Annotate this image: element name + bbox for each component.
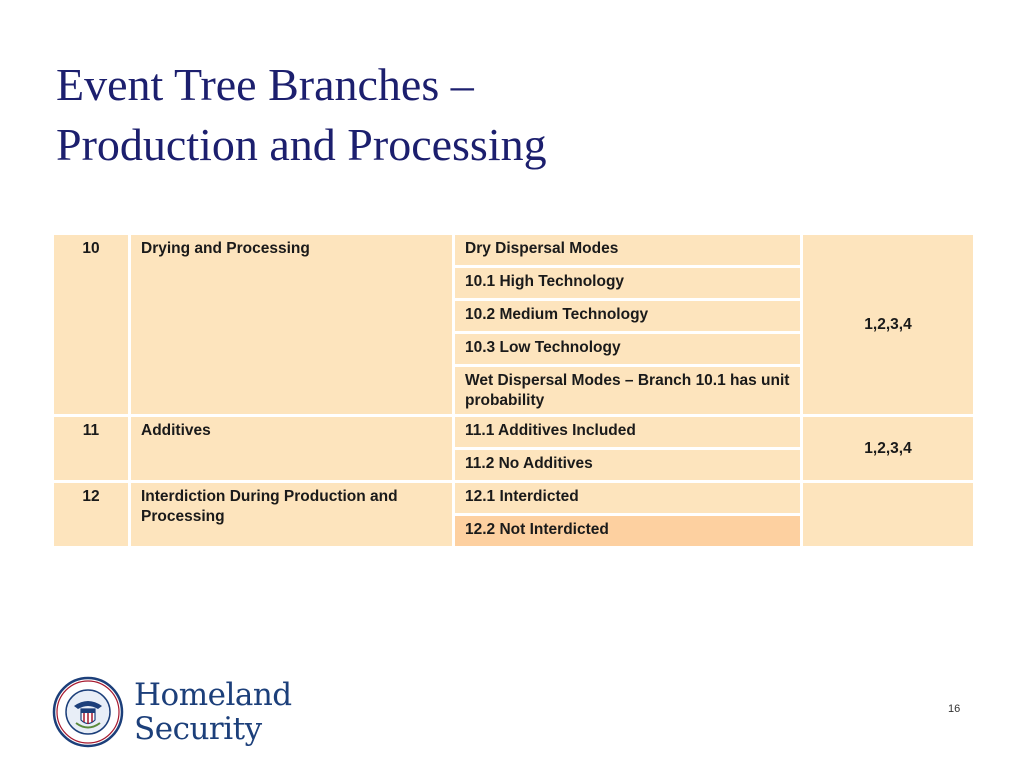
brand-line-2: Security <box>134 711 262 747</box>
event-tree-table <box>51 232 976 549</box>
branch-cell: 11.1 Additives Included <box>454 416 802 449</box>
group-name: Drying and Processing <box>130 234 454 416</box>
scenario-refs: 1,2,3,4 <box>802 234 975 416</box>
table-row <box>53 416 975 449</box>
scenario-refs: 1,2,3,4 <box>802 416 975 482</box>
branch-cell: 10.1 High Technology <box>454 267 802 300</box>
slide-title-line-2: Production and Processing <box>56 119 547 170</box>
group-number: 11 <box>53 416 130 482</box>
branch-cell: Dry Dispersal Modes <box>454 234 802 267</box>
branch-cell: 11.2 No Additives <box>454 449 802 482</box>
dhs-seal-icon <box>52 676 124 748</box>
table-row <box>53 234 975 267</box>
branch-cell: 12.1 Interdicted <box>454 482 802 515</box>
slide-title <box>56 55 547 175</box>
branch-cell: Wet Dispersal Modes – Branch 10.1 has unit probability <box>454 366 802 416</box>
group-number: 12 <box>53 482 130 548</box>
branch-cell-highlighted: 12.2 Not Interdicted <box>454 515 802 548</box>
group-name: Interdiction During Production and Processing <box>130 482 454 548</box>
branch-cell: 10.3 Low Technology <box>454 333 802 366</box>
branch-cell: 10.2 Medium Technology <box>454 300 802 333</box>
homeland-security-logo <box>52 676 302 751</box>
table-row <box>53 482 975 515</box>
group-name: Additives <box>130 416 454 482</box>
slide-title-line-1: Event Tree Branches – <box>56 59 474 110</box>
page-number: 16 <box>948 703 961 715</box>
brand-wordmark <box>134 678 292 746</box>
scenario-refs <box>802 482 975 548</box>
brand-line-1: Homeland <box>134 677 292 713</box>
group-number: 10 <box>53 234 130 416</box>
